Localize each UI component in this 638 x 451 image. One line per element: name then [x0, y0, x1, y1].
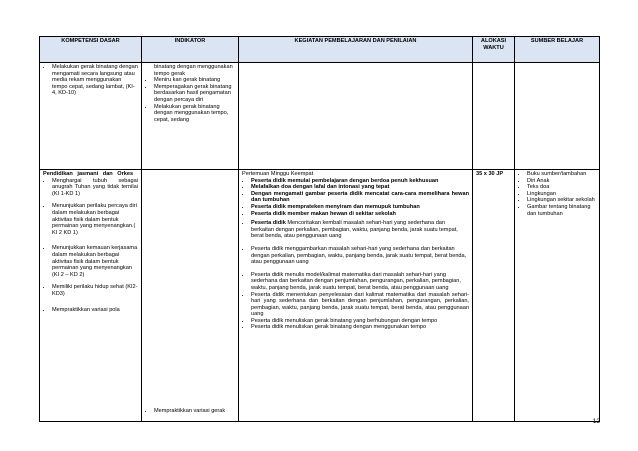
list-item: • Meniru kan gerak binatang — [154, 77, 235, 84]
indikator-cell — [142, 63, 239, 170]
header-sumber-belajar: SUMBER BELAJAR — [515, 37, 600, 63]
alokasi-cell — [473, 63, 515, 170]
list-item: • Melafalkan doa dengan lafal dan intonasi yang tepat — [251, 184, 469, 191]
header-kegiatan: KEGIATAN PEMBELAJARAN DAN PENILAIAN — [239, 37, 473, 63]
list-item: • Peserta didik menulis model/kalimat matematika dari masalah sehari-hari yang sederhana dan berkaitan dengan penjumlahan, pengurangan, perkalian, pembagian, waktu, panjang benda, jarak suatu tempat, berat benda, atau penggunaan uang — [251, 272, 469, 292]
list-item: • Mempraktikkan variasi gerak — [154, 408, 235, 415]
header-indikator: INDIKATOR — [142, 37, 239, 63]
list-item: • Menunjukkan perilaku percaya diri dalam melakukan berbagai aktivitas fisik dalam bentuk permainan yang menyenangkan.( KI 2 KD 1) — [52, 203, 138, 236]
indikator-continuation: binatang dengan menggunakan tempo gerak — [154, 64, 233, 77]
list-item: • Teks doa — [527, 184, 596, 191]
alokasi-cell — [473, 170, 515, 422]
header-kompetensi-dasar: KOMPETENSI DASAR — [40, 37, 142, 63]
table-row — [40, 63, 600, 170]
list-item: • Melakukan gerak binatang dengan menggunakan tempo, cepat, sedang — [154, 104, 235, 124]
lesson-plan-table — [39, 36, 600, 422]
list-item: • Buku sumber/tambahan — [527, 171, 596, 178]
header-row — [40, 37, 600, 63]
list-item: • Peserta didik memulai pembelajaran dengan berdoa penuh kekhusuan — [251, 178, 469, 185]
list-item: • Menghargai tubuh sebagai anugrah Tuhan yang tidak ternilai (KI 1-KD 1) — [52, 178, 138, 198]
list-item: • Peserta didik menentukan penyelesaian dari kalimat matematika dari masalah sehari-hari yang sederhana dan berkaitan dengan penjumlahan, pengurangan, perkalian, pembagian, waktu, panjang benda, jarak suatu tempat, berat benda, atau penggunaan uang — [251, 292, 469, 318]
list-item: • Peserta didik memprateken menyiram dan memupuk tumbuhan — [251, 204, 469, 211]
kegiatan-cell — [239, 63, 473, 170]
list-item: • Peserta didik menggambarkan masalah sehari-hari yang sederhana dan berkaitan dengan perkalian, pembagian, waktu, panjang benda, jarak suatu tempat, berat benda, atau penggunaan uang — [251, 246, 469, 266]
mixed-rest: Mencoritakan kembali masalah sehari-hari yang sederhana dan berkaitan dengan perkalian, pembagian, waktu, panjang benda, jarak suatu tempat, berat benda, atau penggunaan uang — [251, 220, 458, 240]
list-item: • Memiliki perilaku hidup sehat (KI2-KD3) — [52, 284, 138, 297]
page-number: 12 — [592, 418, 600, 425]
list-item: • Melakukan gerak binatang dengan mengamati secara langsung atau media rekam menggunakan tempo cepat, sedang lambat, (KI-4, KD-10) — [52, 64, 138, 97]
mixed-bold-lead: Peserta didik — [251, 220, 286, 227]
table-row — [40, 170, 600, 422]
indikator-cell — [142, 170, 239, 422]
list-item: • Peserta didik menuliskan gerak binatang yang berhubungan dengan tempo — [251, 318, 469, 325]
alokasi-value: 35 x 30 JP — [476, 171, 504, 177]
sumber-cell — [515, 170, 600, 422]
header-alokasi-waktu: ALOKASI WAKTU — [473, 37, 515, 63]
kd-cell — [40, 63, 142, 170]
list-item: • Dengan mengamati gambar peserta didik mencatat cara-cara memelihara hewan dan tumbuhan — [251, 191, 469, 204]
meeting-title: Pertemuan Minggu Keempat — [242, 171, 314, 177]
list-item: • Memperagakan gerak binatang berdasarkan hasil pengamatan dengan percaya diri — [154, 84, 235, 104]
kegiatan-cell — [239, 170, 473, 422]
list-item: • Lingkungan — [527, 191, 596, 198]
sumber-cell — [515, 63, 600, 170]
list-item: • Peserta didik member makan hewan di sekitar sekolah — [251, 211, 469, 218]
list-item: • Lingkungan sekitar sekolah — [527, 197, 596, 204]
kd-cell — [40, 170, 142, 422]
list-item: • Mempraktikkan variasi pola — [52, 307, 138, 314]
list-item: • Peserta didik menuliskan gerak binatang dengan menggunakan tempo — [251, 324, 469, 331]
list-item: • Diri Anak — [527, 178, 596, 185]
subject-title: Pendidikan jasmani dan Orkes — [43, 171, 134, 177]
list-item: • Menunjukkan kemauan kerjasama dalam melakukan berbagai aktivitas fisik dalam bentuk permainan yang menyenangkan (KI 2 – KD 2) — [52, 245, 138, 278]
list-item — [251, 220, 469, 240]
list-item: • Gambar tentang binatang dan tumbuhan — [527, 204, 596, 217]
